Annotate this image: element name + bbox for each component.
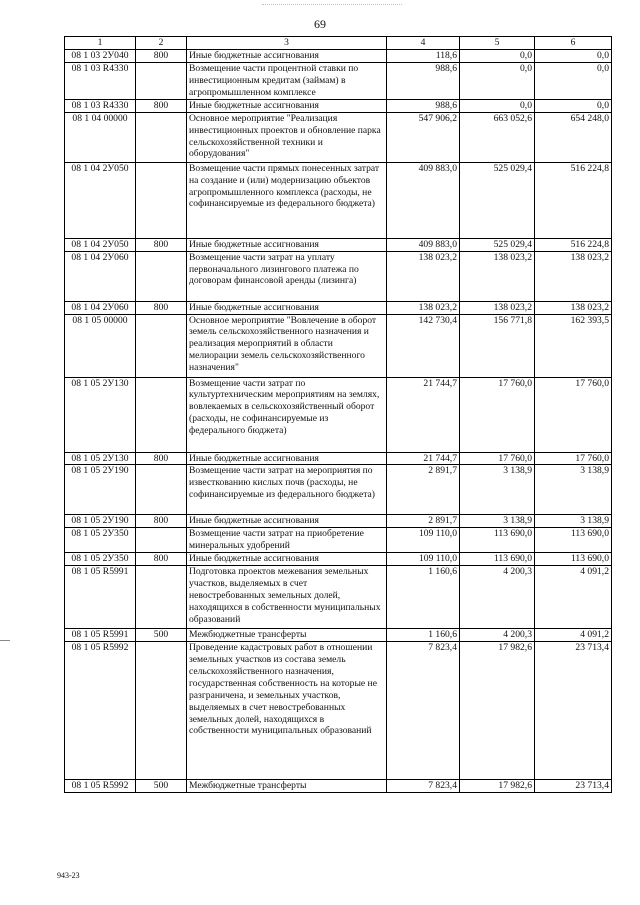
column-header: 2	[136, 37, 187, 50]
value-cell: 162 393,5	[535, 314, 612, 377]
value-cell: 654 248,0	[535, 112, 612, 162]
item-name-cell: Возмещение части затрат по культуртехническим мероприятиям на землях, вовлекаемых в сельскохозяйственный оборот (расходы, не софинансируемые из федерального бюджета)	[187, 377, 387, 452]
document-footer-code: 943-23	[57, 871, 80, 880]
table-row	[65, 452, 612, 465]
budget-code-cell: 08 1 05 2У350	[65, 528, 136, 553]
budget-code-cell: 08 1 05 2У130	[65, 452, 136, 465]
expense-type-cell: 800	[136, 515, 187, 528]
value-cell: 3 138,9	[460, 515, 535, 528]
table-row	[65, 301, 612, 314]
value-cell: 142 730,4	[387, 314, 460, 377]
expense-type-cell: 500	[136, 629, 187, 642]
value-cell: 109 110,0	[387, 528, 460, 553]
table-row	[65, 566, 612, 629]
table-row	[65, 99, 612, 112]
table-row	[65, 642, 612, 780]
value-cell: 525 029,4	[460, 238, 535, 251]
column-header: 4	[387, 37, 460, 50]
expense-type-cell: 800	[136, 301, 187, 314]
table-header-row	[65, 37, 612, 50]
table-row	[65, 251, 612, 301]
scan-artifact-marks	[262, 0, 402, 5]
value-cell: 0,0	[535, 50, 612, 63]
value-cell: 17 760,0	[535, 377, 612, 452]
value-cell: 109 110,0	[387, 553, 460, 566]
budget-code-cell: 08 1 04 00000	[65, 112, 136, 162]
expense-type-cell	[136, 314, 187, 377]
value-cell: 0,0	[460, 99, 535, 112]
value-cell: 2 891,7	[387, 465, 460, 515]
budget-code-cell: 08 1 05 00000	[65, 314, 136, 377]
expense-type-cell	[136, 566, 187, 629]
value-cell: 988,6	[387, 99, 460, 112]
value-cell: 663 052,6	[460, 112, 535, 162]
value-cell: 3 138,9	[535, 515, 612, 528]
value-cell: 118,6	[387, 50, 460, 63]
expense-type-cell	[136, 528, 187, 553]
item-name-cell: Основное мероприятие "Реализация инвестиционных проектов и обновление парка сельскохозяйственной техники и оборудования"	[187, 112, 387, 162]
table-row	[65, 314, 612, 377]
scan-artifact-tick	[0, 640, 10, 641]
column-header: 1	[65, 37, 136, 50]
value-cell: 21 744,7	[387, 377, 460, 452]
value-cell: 0,0	[460, 50, 535, 63]
value-cell: 2 891,7	[387, 515, 460, 528]
budget-code-cell: 08 1 05 2У350	[65, 553, 136, 566]
expense-type-cell: 800	[136, 238, 187, 251]
value-cell: 113 690,0	[535, 553, 612, 566]
value-cell: 17 760,0	[460, 377, 535, 452]
expense-type-cell	[136, 377, 187, 452]
expense-type-cell	[136, 642, 187, 780]
value-cell: 0,0	[460, 62, 535, 99]
table-row	[65, 238, 612, 251]
item-name-cell: Возмещение части процентной ставки по инвестиционным кредитам (займам) в агропромышленном комплексе	[187, 62, 387, 99]
expense-type-cell: 800	[136, 553, 187, 566]
expense-type-cell	[136, 62, 187, 99]
budget-code-cell: 08 1 03 2У040	[65, 50, 136, 63]
item-name-cell: Возмещение части затрат на уплату первоначального лизингового платежа по договорам финансовой аренды (лизинга)	[187, 251, 387, 301]
budget-code-cell: 08 1 03 R4330	[65, 99, 136, 112]
table-row	[65, 629, 612, 642]
expense-type-cell	[136, 112, 187, 162]
page-number: 69	[314, 17, 326, 31]
value-cell: 138 023,2	[460, 251, 535, 301]
value-cell: 7 823,4	[387, 642, 460, 780]
item-name-cell: Возмещение части прямых понесенных затрат на создание и (или) модернизацию объектов агропромышленного комплекса (расходы, не софинансируемые из федерального бюджета)	[187, 162, 387, 238]
item-name-cell: Возмещение части затрат на приобретение минеральных удобрений	[187, 528, 387, 553]
value-cell: 23 713,4	[535, 780, 612, 793]
item-name-cell: Иные бюджетные ассигнования	[187, 301, 387, 314]
value-cell: 4 200,3	[460, 629, 535, 642]
item-name-cell: Межбюджетные трансферты	[187, 629, 387, 642]
budget-code-cell: 08 1 05 R5991	[65, 629, 136, 642]
budget-code-cell: 08 1 05 2У130	[65, 377, 136, 452]
column-header: 6	[535, 37, 612, 50]
table-row	[65, 62, 612, 99]
table-row	[65, 515, 612, 528]
table-row	[65, 553, 612, 566]
value-cell: 0,0	[535, 99, 612, 112]
value-cell: 1 160,6	[387, 629, 460, 642]
value-cell: 113 690,0	[535, 528, 612, 553]
expense-type-cell	[136, 251, 187, 301]
value-cell: 4 200,3	[460, 566, 535, 629]
value-cell: 156 771,8	[460, 314, 535, 377]
value-cell: 525 029,4	[460, 162, 535, 238]
item-name-cell: Иные бюджетные ассигнования	[187, 238, 387, 251]
value-cell: 113 690,0	[460, 553, 535, 566]
value-cell: 138 023,2	[387, 301, 460, 314]
expense-type-cell	[136, 162, 187, 238]
item-name-cell: Возмещение части затрат на мероприятия по известкованию кислых почв (расходы, не софинансируемые из федерального бюджета)	[187, 465, 387, 515]
value-cell: 7 823,4	[387, 780, 460, 793]
item-name-cell: Иные бюджетные ассигнования	[187, 50, 387, 63]
value-cell: 4 091,2	[535, 629, 612, 642]
budget-code-cell: 08 1 05 2У190	[65, 465, 136, 515]
value-cell: 23 713,4	[535, 642, 612, 780]
value-cell: 988,6	[387, 62, 460, 99]
budget-table-body	[65, 37, 612, 793]
value-cell: 138 023,2	[535, 301, 612, 314]
item-name-cell: Иные бюджетные ассигнования	[187, 452, 387, 465]
value-cell: 17 760,0	[535, 452, 612, 465]
expense-type-cell: 500	[136, 780, 187, 793]
item-name-cell: Проведение кадастровых работ в отношении земельных участков из состава земель сельскохозяйственного назначения, государственная собственность на которые не разграничена, и земельных участков, выделяемых в счет невостребованных земельных долей, находящихся в собственности муниципальных образований	[187, 642, 387, 780]
expense-type-cell: 800	[136, 452, 187, 465]
value-cell: 409 883,0	[387, 238, 460, 251]
table-row	[65, 780, 612, 793]
value-cell: 409 883,0	[387, 162, 460, 238]
budget-table	[64, 36, 612, 793]
expense-type-cell: 800	[136, 50, 187, 63]
table-row	[65, 50, 612, 63]
column-header: 5	[460, 37, 535, 50]
item-name-cell: Межбюджетные трансферты	[187, 780, 387, 793]
budget-code-cell: 08 1 04 2У050	[65, 238, 136, 251]
value-cell: 17 760,0	[460, 452, 535, 465]
value-cell: 138 023,2	[460, 301, 535, 314]
column-header: 3	[187, 37, 387, 50]
table-row	[65, 528, 612, 553]
table-row	[65, 112, 612, 162]
item-name-cell: Подготовка проектов межевания земельных участков, выделяемых в счет невостребованных земельных долей, находящихся в собственности муниципальных образований	[187, 566, 387, 629]
budget-code-cell: 08 1 04 2У060	[65, 301, 136, 314]
value-cell: 113 690,0	[460, 528, 535, 553]
budget-code-cell: 08 1 05 2У190	[65, 515, 136, 528]
item-name-cell: Основное мероприятие "Вовлечение в оборот земель сельскохозяйственного назначения и реализация мероприятий в области мелиорации земель сельскохозяйственного назначения"	[187, 314, 387, 377]
table-row	[65, 465, 612, 515]
value-cell: 4 091,2	[535, 566, 612, 629]
budget-code-cell: 08 1 04 2У060	[65, 251, 136, 301]
item-name-cell: Иные бюджетные ассигнования	[187, 99, 387, 112]
value-cell: 138 023,2	[535, 251, 612, 301]
budget-code-cell: 08 1 05 R5991	[65, 566, 136, 629]
value-cell: 21 744,7	[387, 452, 460, 465]
value-cell: 516 224,8	[535, 238, 612, 251]
value-cell: 547 906,2	[387, 112, 460, 162]
item-name-cell: Иные бюджетные ассигнования	[187, 515, 387, 528]
table-row	[65, 162, 612, 238]
value-cell: 3 138,9	[535, 465, 612, 515]
value-cell: 1 160,6	[387, 566, 460, 629]
value-cell: 17 982,6	[460, 642, 535, 780]
value-cell: 3 138,9	[460, 465, 535, 515]
budget-code-cell: 08 1 04 2У050	[65, 162, 136, 238]
item-name-cell: Иные бюджетные ассигнования	[187, 553, 387, 566]
expense-type-cell	[136, 465, 187, 515]
budget-code-cell: 08 1 05 R5992	[65, 780, 136, 793]
expense-type-cell: 800	[136, 99, 187, 112]
value-cell: 0,0	[535, 62, 612, 99]
value-cell: 516 224,8	[535, 162, 612, 238]
budget-code-cell: 08 1 03 R4330	[65, 62, 136, 99]
value-cell: 17 982,6	[460, 780, 535, 793]
budget-code-cell: 08 1 05 R5992	[65, 642, 136, 780]
value-cell: 138 023,2	[387, 251, 460, 301]
table-row	[65, 377, 612, 452]
